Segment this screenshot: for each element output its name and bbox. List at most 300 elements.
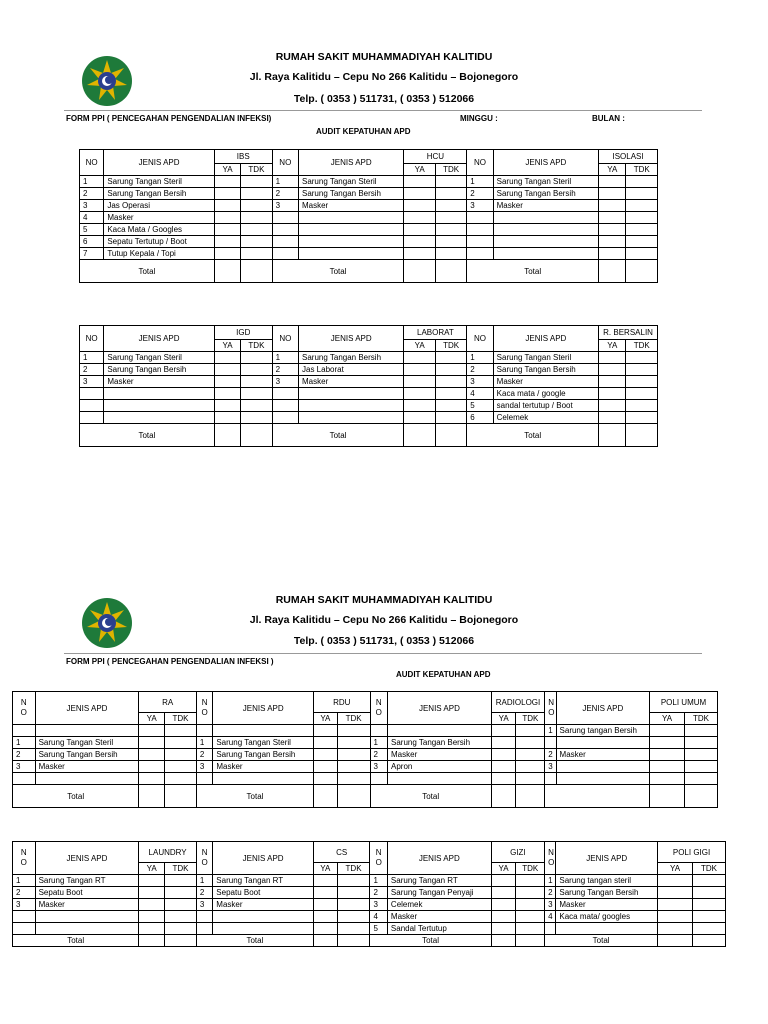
col-ya: YA <box>599 340 626 352</box>
ya-check-cell[interactable] <box>650 725 685 737</box>
check-cell[interactable] <box>599 260 626 283</box>
item-name <box>299 388 404 400</box>
ya-check-cell[interactable] <box>599 176 626 188</box>
check-cell[interactable] <box>658 935 693 947</box>
ya-check-cell[interactable] <box>314 725 338 737</box>
table-row <box>80 364 658 376</box>
tdk-check-cell[interactable] <box>516 875 545 887</box>
unit-header: R. BERSALIN <box>599 326 658 340</box>
tdk-check-cell[interactable] <box>241 376 272 388</box>
unit-header: ISOLASI <box>599 150 658 164</box>
ya-check-cell[interactable] <box>404 200 435 212</box>
tdk-check-cell[interactable] <box>626 236 658 248</box>
ya-check-cell[interactable] <box>650 749 685 761</box>
ya-check-cell[interactable] <box>139 911 165 923</box>
tdk-check-cell[interactable] <box>435 248 466 260</box>
tdk-check-cell[interactable] <box>516 911 545 923</box>
audit-table-laundry-cs-gizi-poligigi <box>12 841 726 947</box>
tdk-check-cell[interactable] <box>693 923 726 935</box>
tdk-check-cell[interactable] <box>337 761 370 773</box>
check-cell[interactable] <box>165 935 197 947</box>
check-cell[interactable] <box>337 935 370 947</box>
ya-check-cell[interactable] <box>139 761 165 773</box>
col-tdk: TDK <box>241 164 272 176</box>
check-cell[interactable] <box>684 785 717 808</box>
col-ya: YA <box>599 164 626 176</box>
tdk-check-cell[interactable] <box>516 773 545 785</box>
item-name <box>493 212 598 224</box>
item-number <box>80 412 104 424</box>
ya-check-cell[interactable] <box>491 773 516 785</box>
item-number: 1 <box>196 875 212 887</box>
item-number: 3 <box>467 376 493 388</box>
item-number <box>545 773 556 785</box>
col-no: NO <box>467 150 493 176</box>
ya-check-cell[interactable] <box>404 388 435 400</box>
item-number: 1 <box>13 737 36 749</box>
tdk-check-cell[interactable] <box>684 725 717 737</box>
check-cell[interactable] <box>241 424 272 447</box>
ya-check-cell[interactable] <box>658 875 693 887</box>
tdk-check-cell[interactable] <box>165 875 197 887</box>
ya-check-cell[interactable] <box>313 887 337 899</box>
ya-check-cell[interactable] <box>314 761 338 773</box>
col-jenis-apd: JENIS APD <box>213 692 314 725</box>
item-name: Masker <box>388 749 492 761</box>
col-no <box>370 692 387 725</box>
tdk-check-cell[interactable] <box>337 725 370 737</box>
col-no: NO <box>80 150 104 176</box>
item-number: 3 <box>13 899 36 911</box>
tdk-check-cell[interactable] <box>435 412 466 424</box>
tdk-check-cell[interactable] <box>435 212 466 224</box>
tdk-check-cell[interactable] <box>435 188 466 200</box>
tdk-check-cell[interactable] <box>516 737 545 749</box>
ya-check-cell[interactable] <box>214 236 240 248</box>
tdk-check-cell[interactable] <box>165 725 197 737</box>
item-name: Sarung Tangan Steril <box>213 737 314 749</box>
tdk-check-cell[interactable] <box>516 761 545 773</box>
check-cell[interactable] <box>165 785 197 808</box>
table-row <box>13 899 726 911</box>
ya-check-cell[interactable] <box>404 376 435 388</box>
table-row <box>80 200 658 212</box>
item-name <box>104 388 215 400</box>
ya-check-cell[interactable] <box>214 400 240 412</box>
tdk-check-cell[interactable] <box>626 376 658 388</box>
col-no: NO <box>467 326 493 352</box>
ya-check-cell[interactable] <box>599 248 626 260</box>
item-name: Sepatu Boot <box>213 887 314 899</box>
item-number: 2 <box>370 887 387 899</box>
ya-check-cell[interactable] <box>313 899 337 911</box>
item-number: 2 <box>13 749 36 761</box>
unit-header: CS <box>313 842 370 863</box>
ya-check-cell[interactable] <box>314 773 338 785</box>
col-ya: YA <box>139 863 165 875</box>
item-name: Sarung Tangan RT <box>35 875 139 887</box>
ya-check-cell[interactable] <box>214 200 240 212</box>
tdk-check-cell[interactable] <box>165 737 197 749</box>
total-label: Total <box>196 785 313 808</box>
col-tdk: TDK <box>626 340 658 352</box>
ya-check-cell[interactable] <box>599 236 626 248</box>
tdk-check-cell[interactable] <box>241 176 272 188</box>
tdk-check-cell[interactable] <box>435 236 466 248</box>
ya-check-cell[interactable] <box>404 224 435 236</box>
check-cell[interactable] <box>516 935 545 947</box>
ya-check-cell[interactable] <box>214 352 240 364</box>
check-cell[interactable] <box>241 260 272 283</box>
total-label: Total <box>272 424 404 447</box>
tdk-check-cell[interactable] <box>435 352 466 364</box>
item-number: 3 <box>13 761 36 773</box>
check-cell[interactable] <box>337 785 370 808</box>
ya-check-cell[interactable] <box>139 773 165 785</box>
item-number <box>272 236 298 248</box>
item-name: Sarung Tangan Bersih <box>556 887 658 899</box>
col-jenis-apd: JENIS APD <box>493 150 598 176</box>
item-name <box>493 224 598 236</box>
check-cell[interactable] <box>693 935 726 947</box>
tdk-check-cell[interactable] <box>516 749 545 761</box>
item-number: 5 <box>467 400 493 412</box>
tdk-check-cell[interactable] <box>241 212 272 224</box>
item-name <box>35 923 139 935</box>
tdk-check-cell[interactable] <box>337 875 370 887</box>
item-number <box>196 923 212 935</box>
tdk-check-cell[interactable] <box>241 236 272 248</box>
col-tdk: TDK <box>435 340 466 352</box>
ya-check-cell[interactable] <box>599 388 626 400</box>
item-name: Jas Laborat <box>299 364 404 376</box>
ya-check-cell[interactable] <box>491 749 516 761</box>
check-cell[interactable] <box>314 785 338 808</box>
ya-check-cell[interactable] <box>650 773 685 785</box>
tdk-check-cell[interactable] <box>241 364 272 376</box>
tdk-check-cell[interactable] <box>337 911 370 923</box>
ya-check-cell[interactable] <box>139 749 165 761</box>
ya-check-cell[interactable] <box>313 923 337 935</box>
audit-title: AUDIT KEPATUHAN APD <box>396 670 491 679</box>
ya-check-cell[interactable] <box>658 899 693 911</box>
item-name: Sarung Tangan Bersih <box>493 188 598 200</box>
tdk-check-cell[interactable] <box>337 737 370 749</box>
ya-check-cell[interactable] <box>650 761 685 773</box>
tdk-check-cell[interactable] <box>684 761 717 773</box>
item-name: Masker <box>298 200 403 212</box>
ya-check-cell[interactable] <box>404 352 435 364</box>
tdk-check-cell[interactable] <box>435 400 466 412</box>
ya-check-cell[interactable] <box>214 248 240 260</box>
ya-check-cell[interactable] <box>599 188 626 200</box>
tdk-check-cell[interactable] <box>516 887 545 899</box>
check-cell[interactable] <box>516 785 545 808</box>
ya-check-cell[interactable] <box>139 875 165 887</box>
item-number: 1 <box>467 352 493 364</box>
check-cell[interactable] <box>626 424 658 447</box>
item-name: Masker <box>556 749 650 761</box>
total-label: Total <box>13 935 139 947</box>
ya-check-cell[interactable] <box>650 737 685 749</box>
ya-check-cell[interactable] <box>658 923 693 935</box>
check-cell[interactable] <box>404 260 435 283</box>
ya-check-cell[interactable] <box>404 400 435 412</box>
item-name <box>35 773 139 785</box>
item-name <box>556 923 658 935</box>
ya-check-cell[interactable] <box>214 188 240 200</box>
ya-check-cell[interactable] <box>491 911 516 923</box>
hospital-address: Jl. Raya Kalitidu – Cepu No 266 Kalitidu – Bojonegoro <box>249 71 519 83</box>
ya-check-cell[interactable] <box>404 412 435 424</box>
ya-check-cell[interactable] <box>599 376 626 388</box>
item-name <box>556 773 650 785</box>
col-no <box>196 692 212 725</box>
check-cell[interactable] <box>404 424 435 447</box>
ya-check-cell[interactable] <box>313 875 337 887</box>
col-jenis-apd: JENIS APD <box>298 150 403 176</box>
tdk-check-cell[interactable] <box>626 200 658 212</box>
ya-check-cell[interactable] <box>313 911 337 923</box>
unit-header: LAUNDRY <box>139 842 197 863</box>
check-cell[interactable] <box>214 260 240 283</box>
check-cell[interactable] <box>313 935 337 947</box>
ya-check-cell[interactable] <box>404 248 435 260</box>
ya-check-cell[interactable] <box>599 200 626 212</box>
tdk-check-cell[interactable] <box>626 412 658 424</box>
ya-check-cell[interactable] <box>404 236 435 248</box>
item-name: Sarung Tangan Bersih <box>298 188 403 200</box>
tdk-check-cell[interactable] <box>337 899 370 911</box>
col-ya: YA <box>139 713 165 725</box>
ya-check-cell[interactable] <box>491 887 516 899</box>
ya-check-cell[interactable] <box>214 364 240 376</box>
tdk-check-cell[interactable] <box>626 364 658 376</box>
item-number <box>545 737 556 749</box>
tdk-check-cell[interactable] <box>165 923 197 935</box>
ya-check-cell[interactable] <box>491 899 516 911</box>
ya-check-cell[interactable] <box>214 224 240 236</box>
unit-header: RADIOLOGI <box>491 692 544 713</box>
col-jenis-apd: JENIS APD <box>104 326 215 352</box>
item-number: 1 <box>370 737 387 749</box>
tdk-check-cell[interactable] <box>165 887 197 899</box>
tdk-check-cell[interactable] <box>626 248 658 260</box>
tdk-check-cell[interactable] <box>241 224 272 236</box>
tdk-check-cell[interactable] <box>337 749 370 761</box>
tdk-check-cell[interactable] <box>693 911 726 923</box>
ya-check-cell[interactable] <box>599 224 626 236</box>
ya-check-cell[interactable] <box>404 212 435 224</box>
item-name: Sandal Tertutup <box>387 923 491 935</box>
item-number <box>196 725 212 737</box>
ya-check-cell[interactable] <box>214 176 240 188</box>
ya-check-cell[interactable] <box>658 887 693 899</box>
ya-check-cell[interactable] <box>314 749 338 761</box>
check-cell[interactable] <box>626 260 658 283</box>
item-name: Sarung Tangan Steril <box>298 176 403 188</box>
item-name: Sepatu Boot <box>35 887 139 899</box>
tdk-check-cell[interactable] <box>626 176 658 188</box>
item-number: 4 <box>80 212 104 224</box>
tdk-check-cell[interactable] <box>165 761 197 773</box>
item-number <box>272 248 298 260</box>
ya-check-cell[interactable] <box>491 923 516 935</box>
col-no-o: O <box>201 708 208 717</box>
check-cell[interactable] <box>435 424 466 447</box>
tdk-check-cell[interactable] <box>693 875 726 887</box>
table-row <box>13 749 718 761</box>
tdk-check-cell[interactable] <box>337 773 370 785</box>
item-name <box>298 248 403 260</box>
tdk-check-cell[interactable] <box>435 364 466 376</box>
col-no-o: O <box>375 858 382 867</box>
ya-check-cell[interactable] <box>404 364 435 376</box>
tdk-check-cell[interactable] <box>241 400 272 412</box>
tdk-check-cell[interactable] <box>626 388 658 400</box>
tdk-check-cell[interactable] <box>626 212 658 224</box>
tdk-check-cell[interactable] <box>516 725 545 737</box>
tdk-check-cell[interactable] <box>684 773 717 785</box>
ya-check-cell[interactable] <box>214 412 240 424</box>
item-name <box>35 911 139 923</box>
tdk-check-cell[interactable] <box>165 899 197 911</box>
item-name: Sarung Tangan Bersih <box>104 364 215 376</box>
check-cell[interactable] <box>435 260 466 283</box>
tdk-check-cell[interactable] <box>241 248 272 260</box>
ya-check-cell[interactable] <box>139 737 165 749</box>
ya-check-cell[interactable] <box>491 875 516 887</box>
col-no <box>545 842 556 875</box>
item-number: 3 <box>272 200 298 212</box>
item-number: 1 <box>467 176 493 188</box>
item-name <box>213 725 314 737</box>
ya-check-cell[interactable] <box>599 412 626 424</box>
item-name: Sepatu Tertutup / Boot <box>104 236 215 248</box>
audit-title: AUDIT KEPATUHAN APD <box>316 127 411 136</box>
ya-check-cell[interactable] <box>139 725 165 737</box>
total-label: Total <box>370 785 491 808</box>
tdk-check-cell[interactable] <box>241 200 272 212</box>
table-row <box>13 911 726 923</box>
tdk-check-cell[interactable] <box>626 400 658 412</box>
ya-check-cell[interactable] <box>599 212 626 224</box>
ya-check-cell[interactable] <box>491 761 516 773</box>
ya-check-cell[interactable] <box>404 176 435 188</box>
ya-check-cell[interactable] <box>214 212 240 224</box>
hospital-phone: Telp. ( 0353 ) 511731, ( 0353 ) 512066 <box>293 635 475 647</box>
unit-header: LABORAT <box>404 326 467 340</box>
tdk-check-cell[interactable] <box>626 188 658 200</box>
ya-check-cell[interactable] <box>599 400 626 412</box>
col-ya: YA <box>214 164 240 176</box>
item-number <box>196 911 212 923</box>
item-name: Sarung Tangan Bersih <box>493 364 598 376</box>
item-name <box>299 412 404 424</box>
item-number: 3 <box>467 200 493 212</box>
item-number: 2 <box>80 188 104 200</box>
tdk-check-cell[interactable] <box>684 749 717 761</box>
check-cell[interactable] <box>139 935 165 947</box>
ya-check-cell[interactable] <box>404 188 435 200</box>
tdk-check-cell[interactable] <box>626 352 658 364</box>
tdk-check-cell[interactable] <box>684 737 717 749</box>
tdk-check-cell[interactable] <box>435 224 466 236</box>
total-label: Total <box>196 935 313 947</box>
check-cell[interactable] <box>491 935 516 947</box>
tdk-check-cell[interactable] <box>337 923 370 935</box>
check-cell[interactable] <box>139 785 165 808</box>
item-number: 2 <box>196 749 212 761</box>
col-ya: YA <box>314 713 338 725</box>
ya-check-cell[interactable] <box>599 364 626 376</box>
ya-check-cell[interactable] <box>491 725 516 737</box>
col-tdk: TDK <box>684 713 717 725</box>
hospital-logo <box>80 596 134 650</box>
item-number: 3 <box>545 899 556 911</box>
ya-check-cell[interactable] <box>139 899 165 911</box>
tdk-check-cell[interactable] <box>516 899 545 911</box>
tdk-check-cell[interactable] <box>165 749 197 761</box>
tdk-check-cell[interactable] <box>241 352 272 364</box>
item-name <box>556 737 650 749</box>
unit-header: RDU <box>314 692 371 713</box>
tdk-check-cell[interactable] <box>435 388 466 400</box>
tdk-check-cell[interactable] <box>337 887 370 899</box>
ya-check-cell[interactable] <box>214 388 240 400</box>
tdk-check-cell[interactable] <box>435 200 466 212</box>
ya-check-cell[interactable] <box>599 352 626 364</box>
item-name: Sarung Tangan Penyaji <box>387 887 491 899</box>
item-name <box>556 761 650 773</box>
tdk-check-cell[interactable] <box>516 923 545 935</box>
item-number <box>370 725 387 737</box>
item-number <box>272 400 298 412</box>
ya-check-cell[interactable] <box>491 737 516 749</box>
ya-check-cell[interactable] <box>139 923 165 935</box>
tdk-check-cell[interactable] <box>435 376 466 388</box>
item-number <box>13 773 36 785</box>
ya-check-cell[interactable] <box>314 737 338 749</box>
tdk-check-cell[interactable] <box>165 773 197 785</box>
check-cell[interactable] <box>650 785 685 808</box>
check-cell[interactable] <box>599 424 626 447</box>
item-number: 2 <box>467 188 493 200</box>
ya-check-cell[interactable] <box>139 887 165 899</box>
tdk-check-cell[interactable] <box>693 899 726 911</box>
item-number: 2 <box>467 364 493 376</box>
tdk-check-cell[interactable] <box>241 412 272 424</box>
item-name: Kaca Mata / Googles <box>104 224 215 236</box>
col-no-n: N <box>201 698 208 707</box>
header-divider <box>64 110 702 111</box>
hospital-address: Jl. Raya Kalitidu – Cepu No 266 Kalitidu – Bojonegoro <box>249 614 519 626</box>
item-name: Celemek <box>493 412 598 424</box>
tdk-check-cell[interactable] <box>165 911 197 923</box>
tdk-check-cell[interactable] <box>626 224 658 236</box>
tdk-check-cell[interactable] <box>693 887 726 899</box>
ya-check-cell[interactable] <box>658 911 693 923</box>
item-name: Masker <box>104 376 215 388</box>
tdk-check-cell[interactable] <box>435 176 466 188</box>
tdk-check-cell[interactable] <box>241 188 272 200</box>
check-cell[interactable] <box>491 785 516 808</box>
check-cell[interactable] <box>214 424 240 447</box>
col-tdk: TDK <box>337 863 370 875</box>
ya-check-cell[interactable] <box>214 376 240 388</box>
tdk-check-cell[interactable] <box>241 388 272 400</box>
unit-header: IGD <box>214 326 272 340</box>
